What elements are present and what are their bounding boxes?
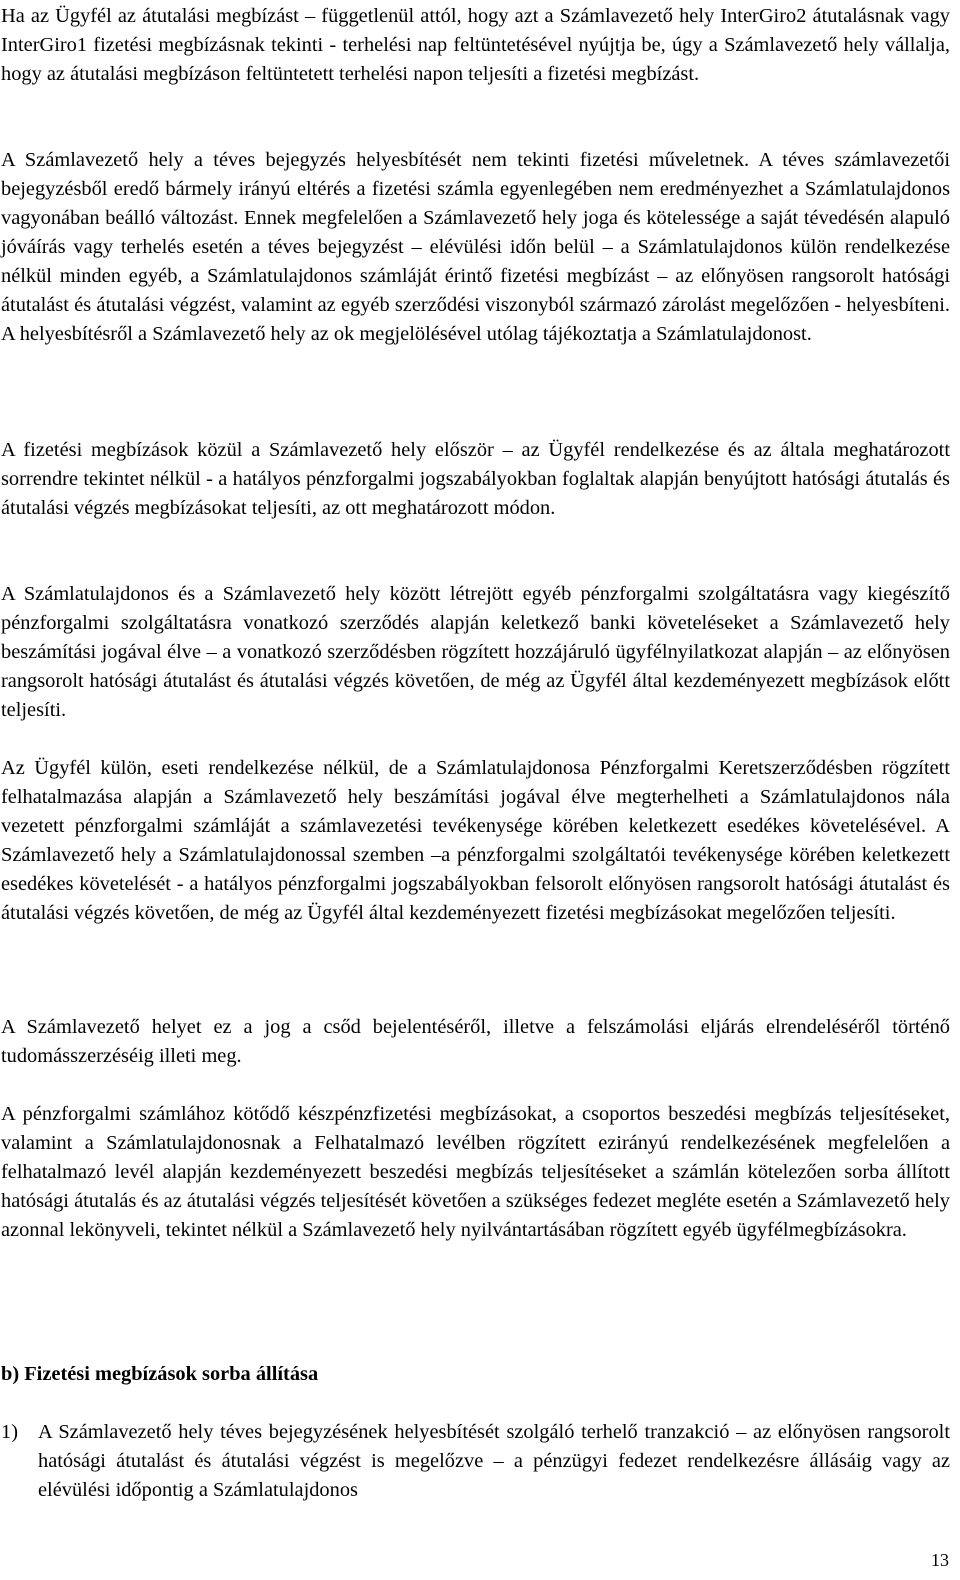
list-item-text: A Számlavezető hely téves bejegyzésének helyesbítését szolgáló terhelő tranzakció – az előnyösen rangsorolt hatósági átutalást és átutalási végzést is megelőzve – a pénzügyi fedezet rendelkezésre állásáig vagy az elévülési időpontig a Számlatulajdonos (38, 1421, 950, 1501)
paragraph-csod-bejelentes: A Számlavezető helyet ez a jog a csőd bejelentéséről, illetve a felszámolási eljárás elrendeléséről történő tudomásszerzéséig illeti meg. (1, 1016, 950, 1067)
paragraph-terhelesi-nap: Ha az Ügyfél az átutalási megbízást – függetlenül attól, hogy azt a Számlavezető hely InterGiro2 átutalásnak vagy InterGiro1 fizetési megbízásnak tekinti - terhelési nap feltüntetésével nyújtja be, úgy a Számlavezető hely vállalja, hogy az átutalási megbízáson feltüntetett terhelési napon teljesíti a fizetési megbízást. (1, 5, 950, 85)
list-item-number: 1) (1, 1421, 18, 1443)
section-heading: b) Fizetési megbízások sorba állítása (1, 1363, 319, 1385)
paragraph-fizetesi-megbizasok-sorrend: A fizetési megbízások közül a Számlavezető hely először – az Ügyfél rendelkezése és az általa meghatározott sorrendre tekintet nélkül - a hatályos pénzforgalmi jogszabályokban foglaltak alapján benyújtott hatósági átutalás és átutalási végzés megbízásokat teljesíti, az ott meghatározott módon. (1, 439, 950, 519)
paragraph-banki-kovetelesek: A Számlatulajdonos és a Számlavezető hely között létrejött egyéb pénzforgalmi szolgáltatásra vagy kiegészítő pénzforgalmi szolgáltatásra vonatkozó szerződés alapján keletkező banki követeléseket a Számlavezető hely beszámítási jogával élve – a vonatkozó szerződésben rögzített hozzájáruló ügyfélnyilatkozat alapján – az előnyösen rangsorolt hatósági átutalást és átutalási végzés követően, de még az Ügyfél által kezdeményezett megbízások előtt teljesíti. (1, 583, 950, 721)
paragraph-teves-bejegyzes: A Számlavezető hely a téves bejegyzés helyesbítését nem tekinti fizetési műveletnek. A téves számlavezetői bejegyzésből eredő bármely irányú eltérés a fizetési számla egyenlegében nem eredményezhet a Számlatulajdonos vagyonában beálló változást. Ennek megfelelően a Számlavezető hely joga és kötelessége a saját tévedésén alapuló jóváírás vagy terhelés esetén a téves bejegyzést – elévülési időn belül – a Számlatulajdonos külön rendelkezése nélkül minden egyéb, a Számlatulajdonos számláját érintő fizetési megbízást – az előnyösen rangsorolt hatósági átutalást és átutalási végzést, valamint az egyéb szerződési viszonyból származó zárolást megelőzően - helyesbíteni. A helyesbítésről a Számlavezető hely az ok megjelölésével utólag tájékoztatja a Számlatulajdonost. (1, 149, 950, 345)
paragraph-keszpenzfizetesi-megbizasok: A pénzforgalmi számlához kötődő készpénzfizetési megbízásokat, a csoportos beszedési megbízás teljesítéseket, valamint a Számlatulajdonosnak a Felhatalmazó levélben rögzített ezirányú rendelkezésének megfelelően a felhatalmazó levél alapján kezdeményezett beszedési megbízás teljesítéseket a számlán kötelezően sorba állított hatósági átutalás és az átutalási végzés teljesítését követően a szükséges fedezet megléte esetén a Számlavezető hely azonnal lekönyveli, tekintet nélkül a Számlavezető hely nyilvántartásában rögzített egyéb ügyfélmegbízásokra. (1, 1103, 950, 1241)
paragraph-beszamitasi-jog: Az Ügyfél külön, eseti rendelkezése nélkül, de a Számlatulajdonosa Pénzforgalmi Keretszerződésben rögzített felhatalmazása alapján a Számlavezető hely beszámítási jogával élve megterhelheti a Számlatulajdonos nála vezetett pénzforgalmi számláját a számlavezetési tevékenysége körében keletkezett esedékes követelésével. A Számlavezető hely a Számlatulajdonossal szemben –a pénzforgalmi szolgáltatói tevékenysége körében keletkezett esedékes követelését - a hatályos pénzforgalmi jogszabályokban felsorolt előnyösen rangsorolt hatósági átutalást és átutalási végzés követően, de még az Ügyfél által kezdeményezett fizetési megbízásokat megelőzően teljesíti. (1, 757, 950, 924)
page-number: 13 (931, 1550, 949, 1570)
